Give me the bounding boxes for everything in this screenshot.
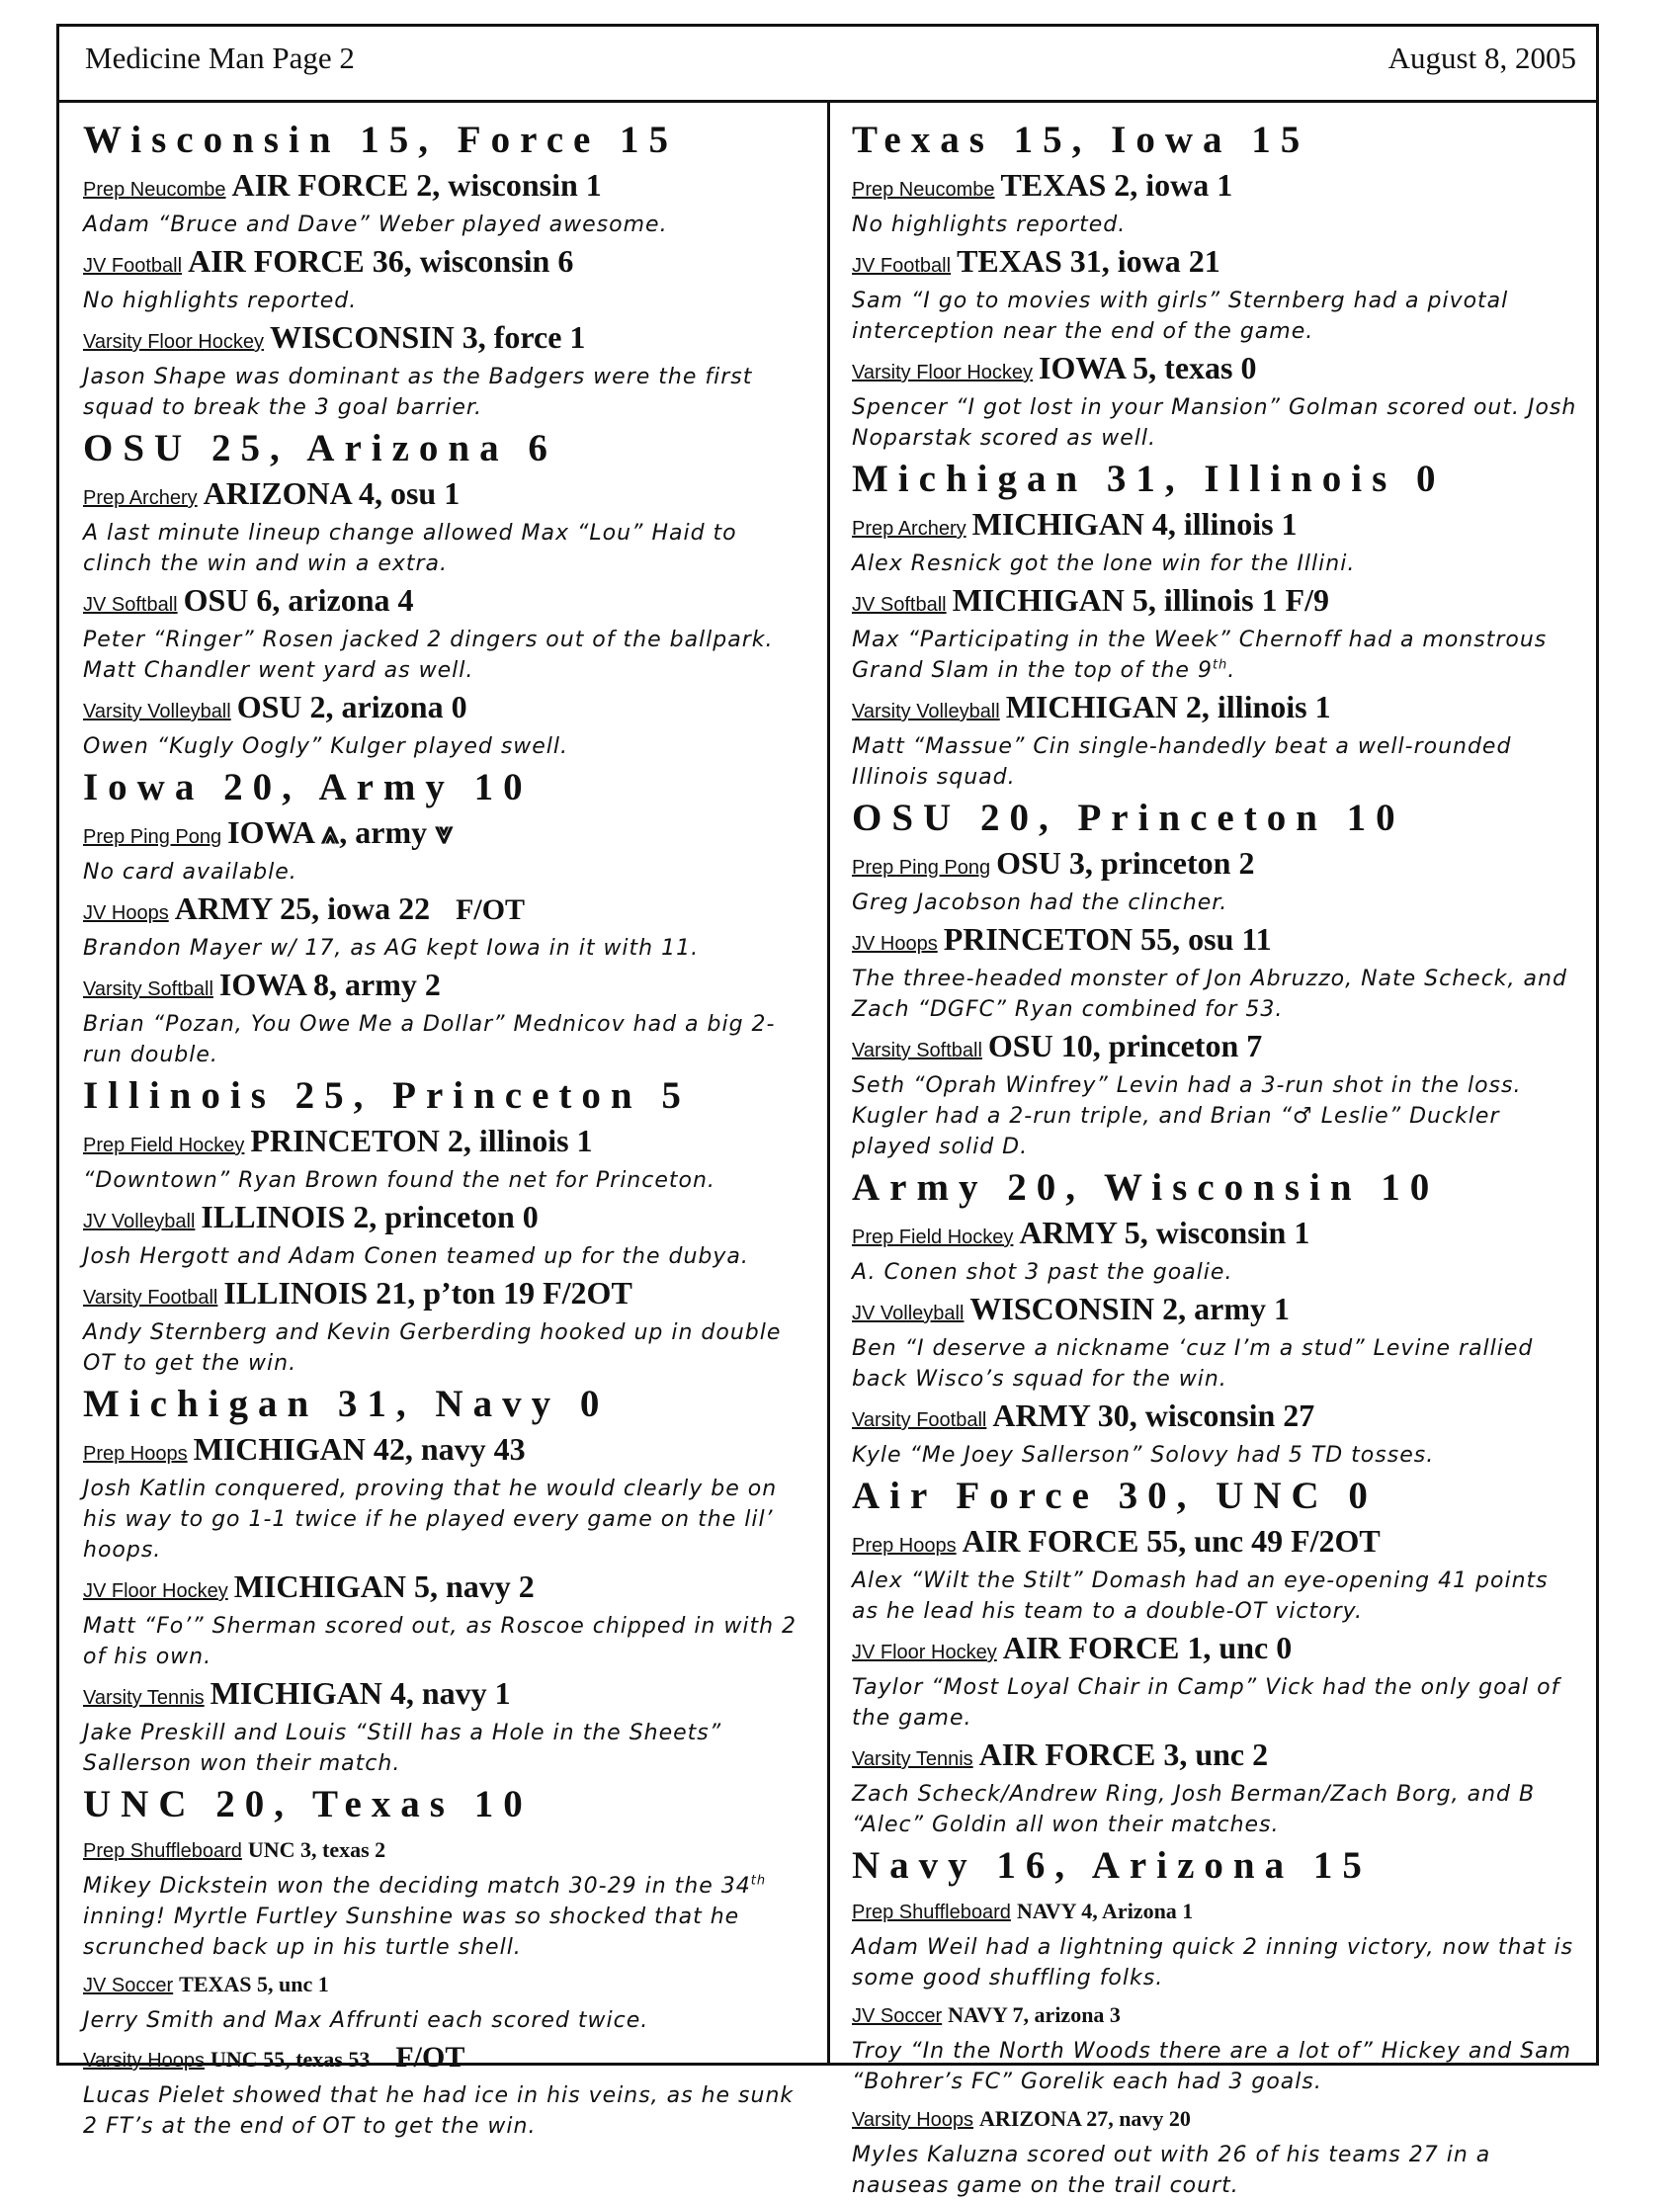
result-line (852, 1736, 1582, 1779)
result-line (83, 1831, 813, 1871)
result-line (83, 243, 813, 286)
game-result (852, 1291, 1582, 1395)
game-score: TEXAS 5, unc 1 (179, 1972, 329, 1996)
matchup-headline: Michigan 31, Illinois 0 (852, 458, 1446, 500)
event-category: Prep Hoops (852, 1535, 957, 1557)
page-title: Medicine Man Page 2 (85, 41, 355, 75)
game-highlight: A. Conen shot 3 past the goalie. (852, 1260, 1233, 1285)
result-line (852, 350, 1582, 392)
game-score: MICHIGAN 5, illinois 1 F/9 (952, 582, 1329, 618)
game-score: TEXAS 2, iowa 1 (1000, 167, 1233, 203)
event-category: JV Soccer (83, 1975, 174, 1996)
result-line (83, 1123, 813, 1165)
game-highlight: No highlights reported. (852, 212, 1127, 237)
game-result (852, 350, 1582, 454)
game-highlight: Brandon Mayer w/ 17, as AG kept Iowa in it with 11. (83, 936, 700, 961)
result-line (83, 1199, 813, 1241)
game-score: ARMY 25, iowa 22 (174, 890, 431, 926)
result-line (852, 2100, 1582, 2140)
overtime-tag: F/OT (456, 893, 526, 926)
game-highlight: No highlights reported. (83, 289, 358, 313)
matchup-headline: Iowa 20, Army 10 (83, 766, 533, 808)
game-result (83, 1568, 813, 1672)
result-line (852, 1630, 1582, 1672)
matchup-headline: Air Force 30, UNC 0 (852, 1475, 1378, 1517)
game-score: AIR FORCE 2, wisconsin 1 (231, 167, 602, 203)
game-score: IOWA 8, army 2 (218, 967, 441, 1002)
game-result (83, 1675, 813, 1779)
result-line (852, 921, 1582, 964)
matchup-headline: Texas 15, Iowa 15 (852, 119, 1310, 161)
game-result (852, 921, 1582, 1025)
game-score: ARIZONA 4, osu 1 (203, 475, 461, 511)
game-result (852, 1523, 1582, 1627)
ordinal-suffix: th (1212, 657, 1228, 673)
game-result (852, 1630, 1582, 1734)
overtime-tag: F/OT (395, 2041, 465, 2074)
game-result (83, 890, 813, 964)
event-category: Varsity Hoops (852, 2109, 974, 2131)
game-score: OSU 10, princeton 7 (987, 1028, 1263, 1063)
result-line (83, 1675, 813, 1718)
left-column (59, 103, 830, 2139)
event-category: Varsity Softball (852, 1040, 982, 1061)
game-score: AIR FORCE 3, unc 2 (978, 1736, 1269, 1772)
game-highlight: Josh Katlin conquered, proving that he would clearly be on his way to go 1-1 twice if he played every game on the lil’ hoops. (83, 1477, 778, 1563)
game-score: WISCONSIN 2, army 1 (969, 1291, 1290, 1326)
game-score: MICHIGAN 2, illinois 1 (1005, 689, 1331, 724)
result-line (83, 1431, 813, 1474)
result-line (83, 582, 813, 625)
event-category: JV Hoops (83, 902, 169, 924)
event-category: Prep Ping Pong (83, 826, 222, 848)
game-score: AIR FORCE 1, unc 0 (1002, 1630, 1293, 1665)
game-score: UNC 55, texas 53 (210, 2047, 371, 2072)
game-result (852, 582, 1582, 686)
game-result (83, 243, 813, 316)
game-result (852, 1996, 1582, 2097)
event-category: Varsity Floor Hockey (83, 331, 265, 353)
game-highlight: Taylor “Most Loyal Chair in Camp” Vick had the only goal of the game. (852, 1675, 1560, 1731)
event-category: Prep Neucombe (83, 179, 226, 201)
game-result (83, 1123, 813, 1196)
result-line (83, 1966, 813, 2005)
game-score: ARMY 30, wisconsin 27 (992, 1397, 1315, 1433)
result-line (852, 1215, 1582, 1257)
matchup-headline: UNC 20, Texas 10 (83, 1783, 533, 1825)
game-highlight: Peter “Ringer” Rosen jacked 2 dingers out of the ballpark. Matt Chandler went yard as well. (83, 628, 774, 683)
game-highlight: Jake Preskill and Louis “Still has a Hole in the Sheets” Sallerson won their match. (83, 1721, 722, 1776)
result-line (83, 1275, 813, 1317)
game-highlight: No card available. (83, 860, 297, 885)
event-category: JV Football (83, 255, 183, 277)
result-line (83, 1568, 813, 1611)
game-highlight: Alex Resnick got the lone win for the Illini. (852, 551, 1356, 576)
game-result (852, 167, 1582, 240)
result-line (852, 1523, 1582, 1566)
event-category: Varsity Volleyball (852, 701, 1000, 722)
game-result (83, 1199, 813, 1272)
game-highlight: Jerry Smith and Max Affrunti each scored twice. (83, 2008, 649, 2033)
newsletter-page (56, 24, 1599, 2198)
game-result (83, 167, 813, 240)
game-score: OSU 3, princeton 2 (996, 845, 1255, 881)
game-highlight: Zach Scheck/Andrew Ring, Josh Berman/Zach Borg, and B “Alec” Goldin all won their matches. (852, 1782, 1536, 1837)
game-result (83, 475, 813, 579)
result-line (852, 1291, 1582, 1333)
game-highlight: Lucas Pielet showed that he had ice in his veins, as he sunk 2 FT’s at the end of OT to get the win. (83, 2083, 795, 2139)
game-result (852, 1397, 1582, 1471)
right-column (830, 103, 1596, 2198)
matchup-headline: Navy 16, Arizona 15 (852, 1844, 1372, 1887)
game-result (83, 967, 813, 1070)
result-line (852, 1996, 1582, 2036)
event-category: JV Volleyball (852, 1303, 965, 1324)
game-result (83, 814, 813, 888)
game-highlight: Josh Hergott and Adam Conen teamed up for the dubya. (83, 1244, 749, 1269)
game-result (852, 1736, 1582, 1840)
result-line (83, 319, 813, 362)
result-line (852, 1893, 1582, 1932)
event-category: JV Softball (852, 594, 947, 616)
game-score: ILLINOIS 21, p’ton 19 F/2OT (223, 1275, 632, 1311)
result-line (83, 167, 813, 210)
game-result (852, 2100, 1582, 2201)
event-category: JV Football (852, 255, 952, 277)
game-highlight: Matt “Massue” Cin single-handedly beat a well-rounded Illinois squad. (852, 734, 1512, 790)
game-score: AIR FORCE 55, unc 49 F/2OT (962, 1523, 1381, 1559)
page-header (59, 27, 1596, 103)
result-line (852, 689, 1582, 731)
matchup-headline: Illinois 25, Princeton 5 (83, 1074, 691, 1117)
game-highlight: Brian “Pozan, You Owe Me a Dollar” Mednicov had a big 2-run double. (83, 1012, 776, 1067)
game-score: MICHIGAN 42, navy 43 (193, 1431, 526, 1467)
event-category: Varsity Softball (83, 978, 213, 1000)
game-highlight (83, 1871, 813, 1963)
event-category: Varsity Football (83, 1287, 218, 1309)
event-category: JV Softball (83, 594, 178, 616)
game-result (83, 1831, 813, 1963)
event-category: Varsity Volleyball (83, 701, 231, 722)
event-category: Prep Archery (852, 518, 966, 540)
game-score: ILLINOIS 2, princeton 0 (201, 1199, 539, 1234)
game-result (852, 1215, 1582, 1288)
matchup-headline: OSU 20, Princeton 10 (852, 797, 1405, 839)
event-category: JV Floor Hockey (852, 1642, 997, 1663)
game-highlight: Jason Shape was dominant as the Badgers were the first squad to break the 3 goal barrier. (83, 365, 753, 420)
game-score: OSU 6, arizona 4 (183, 582, 414, 618)
event-category: Varsity Tennis (83, 1687, 205, 1709)
game-highlight: “Downtown” Ryan Brown found the net for Princeton. (83, 1168, 715, 1193)
game-highlight: Andy Sternberg and Kevin Gerberding hooked up in double OT to get the win. (83, 1320, 782, 1376)
game-highlight: Adam Weil had a lightning quick 2 inning victory, now that is some good shuffling folks. (852, 1935, 1574, 1990)
result-line (83, 689, 813, 731)
game-score: MICHIGAN 4, navy 1 (210, 1675, 511, 1711)
event-category: Varsity Hoops (83, 2050, 206, 2072)
result-line (852, 506, 1582, 549)
highlight-text: Mikey Dickstein won the deciding match 30-29 in the 34 (83, 1874, 751, 1899)
page-date: August 8, 2005 (1387, 41, 1576, 75)
game-highlight: The three-headed monster of Jon Abruzzo, Nate Scheck, and Zach “DGFC” Ryan combined for 53. (852, 967, 1567, 1022)
game-highlight: Alex “Wilt the Stilt” Domash had an eye-opening 41 points as he lead his team to a double-OT victory. (852, 1568, 1549, 1624)
game-score: ARIZONA 27, navy 20 (979, 2106, 1191, 2131)
result-line (83, 967, 813, 1009)
game-highlight: Sam “I go to movies with girls” Sternberg had a pivotal interception near the end of the game. (852, 289, 1509, 344)
game-result (852, 845, 1582, 918)
result-line (83, 890, 813, 933)
game-score: ARMY 5, wisconsin 1 (1019, 1215, 1310, 1250)
event-category: Prep Field Hockey (83, 1135, 245, 1156)
game-score: IOWA 5, texas 0 (1039, 350, 1257, 385)
game-score: NAVY 4, Arizona 1 (1016, 1899, 1194, 1923)
game-score: NAVY 7, arizona 3 (948, 2002, 1121, 2027)
game-result (852, 1028, 1582, 1162)
game-result (852, 506, 1582, 579)
game-result (83, 1431, 813, 1566)
matchup-headline: Army 20, Wisconsin 10 (852, 1166, 1440, 1209)
game-result (852, 243, 1582, 347)
game-highlight: Myles Kaluzna scored out with 26 of his teams 27 in a nauseas game on the trail court. (852, 2143, 1491, 2198)
game-result (83, 1275, 813, 1379)
event-category: Prep Hoops (83, 1443, 188, 1465)
event-category: JV Hoops (852, 933, 938, 955)
game-highlight: Kyle “Me Joey Sallerson” Solovy had 5 TD tosses. (852, 1443, 1435, 1468)
game-result (83, 1966, 813, 2036)
game-highlight: Matt “Fo’” Sherman scored out, as Roscoe chipped in with 2 of his own. (83, 1614, 798, 1669)
result-line (83, 2039, 813, 2080)
matchup-headline: Wisconsin 15, Force 15 (83, 119, 679, 161)
game-result (852, 1893, 1582, 1993)
event-category: Varsity Floor Hockey (852, 362, 1034, 383)
result-line (852, 582, 1582, 625)
result-line (852, 845, 1582, 888)
game-score: OSU 2, arizona 0 (236, 689, 467, 724)
game-highlight (852, 625, 1582, 686)
game-highlight: A last minute lineup change allowed Max “Lou” Haid to clinch the win and win a extra. (83, 521, 737, 576)
event-category: Prep Ping Pong (852, 857, 991, 879)
game-highlight: Ben “I deserve a nickname ‘cuz I’m a stud” Levine rallied back Wisco’s squad for the win. (852, 1336, 1534, 1392)
game-highlight: Troy “In the North Woods there are a lot of” Hickey and Sam “Bohrer’s FC” Gorelik each had 3 goals. (852, 2039, 1572, 2094)
highlight-text: Max “Participating in the Week” Chernoff had a monstrous Grand Slam in the top of the 9 (852, 628, 1548, 683)
game-highlight: Owen “Kugly Oogly” Kulger played swell. (83, 734, 569, 759)
game-score: WISCONSIN 3, force 1 (270, 319, 586, 355)
event-category: Prep Archery (83, 487, 198, 509)
event-category: Prep Field Hockey (852, 1227, 1014, 1248)
game-highlight: Spencer “I got lost in your Mansion” Golman scored out. Josh Noparstak scored as well. (852, 395, 1577, 451)
highlight-text: inning! Myrtle Furtley Sunshine was so shocked that he scrunched back up in his turtle shell. (83, 1905, 740, 1960)
event-category: JV Floor Hockey (83, 1580, 228, 1602)
game-score: MICHIGAN 5, navy 2 (233, 1568, 535, 1604)
game-score: UNC 3, texas 2 (247, 1837, 386, 1862)
game-score: AIR FORCE 36, wisconsin 6 (188, 243, 574, 279)
game-score: IOWA ⩓, army ⩔ (227, 814, 454, 850)
game-highlight: Adam “Bruce and Dave” Weber played awesome. (83, 212, 668, 237)
game-result (83, 689, 813, 762)
result-line (852, 243, 1582, 286)
game-score: MICHIGAN 4, illinois 1 (971, 506, 1298, 542)
game-score: TEXAS 31, iowa 21 (957, 243, 1220, 279)
game-result (83, 319, 813, 423)
matchup-headline: OSU 25, Arizona 6 (83, 427, 557, 469)
highlight-text: . (1227, 658, 1236, 683)
game-highlight: Seth “Oprah Winfrey” Levin had a 3-run shot in the loss. Kugler had a 2-run triple, and Brian “♂ Leslie” Duckler played solid D. (852, 1073, 1522, 1159)
game-result (852, 689, 1582, 793)
result-line (83, 814, 813, 857)
ordinal-suffix: th (750, 1873, 767, 1889)
result-line (852, 167, 1582, 210)
game-score: PRINCETON 55, osu 11 (943, 921, 1272, 957)
event-category: Prep Neucombe (852, 179, 995, 201)
event-category: JV Volleyball (83, 1211, 196, 1232)
result-line (83, 475, 813, 518)
result-line (852, 1028, 1582, 1070)
game-score: PRINCETON 2, illinois 1 (250, 1123, 593, 1158)
event-category: JV Soccer (852, 2005, 943, 2027)
event-category: Varsity Football (852, 1409, 987, 1431)
event-category: Prep Shuffleboard (852, 1902, 1011, 1923)
event-category: Prep Shuffleboard (83, 1840, 242, 1862)
result-line (852, 1397, 1582, 1440)
event-category: Varsity Tennis (852, 1748, 973, 1770)
game-result (83, 582, 813, 686)
matchup-headline: Michigan 31, Navy 0 (83, 1383, 610, 1425)
game-highlight: Greg Jacobson had the clincher. (852, 890, 1228, 915)
game-result (83, 2039, 813, 2142)
